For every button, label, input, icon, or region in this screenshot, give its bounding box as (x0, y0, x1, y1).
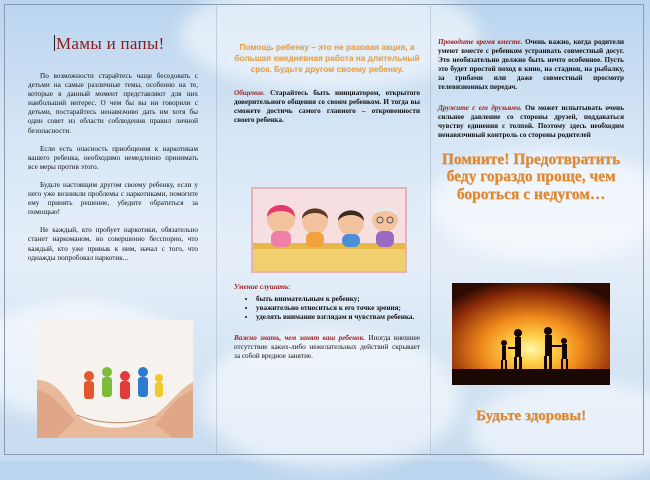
listen-section (234, 283, 420, 361)
panel-left (28, 34, 198, 272)
paragraph: Если есть опасность приобщения к наркотикам вашего ребенка, необходимо немедленно принимать все меры против этого. (28, 144, 198, 171)
know-heading: Важно знать, чем занят ваш ребенок. (234, 334, 366, 343)
communication-heading: Общение. (234, 89, 265, 97)
remember-callout: Помните! Предотвратить беду гораздо проще, чем бороться с недугом… (441, 150, 621, 203)
paragraph: Не каждый, кто пробует наркотики, обязательно станет наркоманом, но совершенно бесспорно, что каждый, кто уже привык к ним, начал с того, что однажды попробовал наркотик... (28, 226, 198, 262)
listen-colon: : (288, 283, 291, 291)
list-item: • быть внимательным к ребенку; (256, 295, 420, 304)
friends-paragraph (438, 104, 624, 140)
hands-with-figures-image (37, 320, 193, 438)
slogan: Помощь ребенку – это не разовая акция, а большая ежедневная работа на длительный срок. Будьте другом своему ребенку. (234, 42, 420, 74)
listen-list (234, 295, 420, 322)
closing-wish: Будьте здоровы! (476, 408, 586, 424)
know-paragraph (234, 334, 420, 361)
know-text: Иногда внешнее отсутствие каких-либо нежелательных действий скрывает за собой вредное занятие. (234, 334, 420, 361)
listen-heading-line (234, 283, 420, 292)
panel-right (438, 38, 624, 203)
list-item: • уважительно относиться к его точке зрения; (256, 304, 420, 313)
paragraph: Будьте настоящим другом своему ребенку, если у него уже возникли проблемы с наркотиками, помогите ему принять решение, убедите обратиться за помощью! (28, 180, 198, 217)
paragraph: По возможности старайтесь чаще беседовать с детьми на самые различные темы, особенно на те, которые в данный момент представляют для них наибольший интерес. О чем бы вы ни говорили с детьми, постарайтесь ненавязчиво дать им хотя бы один совет из области соблюдения правил личной безопасности. (28, 72, 198, 135)
communication-text: Старайтесь быть инициатором, открытого доверительного общения со своим ребенком. И тогда вы сможете достичь самого главного – откровенности своего ребенка. (234, 89, 420, 125)
communication-paragraph (234, 89, 420, 125)
list-item: • уделять внимание взглядам и чувствам ребенка. (256, 313, 420, 322)
leisure-text: Очень важно, когда родители умеют вместе с ребенком устраивать совместный досуг. Это необязательно должно быть нечто особенное. Пусть это будет простой поход в кино, на стадион, на рыбалку, за грибами или даже совместный просмотр телевизионных передач. (438, 38, 624, 92)
leisure-paragraph (438, 38, 624, 93)
family-sunset-image (452, 283, 610, 385)
fold-line (216, 6, 217, 455)
fold-line (430, 6, 431, 455)
children-figures-image (251, 187, 407, 273)
leisure-heading: Проводите время вместе. (438, 38, 523, 46)
panel-title: Мамы и папы! (54, 34, 198, 54)
friends-heading: Дружите с его друзьями. (438, 103, 522, 112)
panel-middle (234, 42, 420, 125)
listen-heading: Умение слушать (234, 283, 289, 291)
friends-text: Он может испытывать очень сильное давление со стороны друзей, поддаваться чувству единения с толпой. Поэтому здесь необходим ненавязчивый контроль со стороны родителей (438, 103, 624, 139)
